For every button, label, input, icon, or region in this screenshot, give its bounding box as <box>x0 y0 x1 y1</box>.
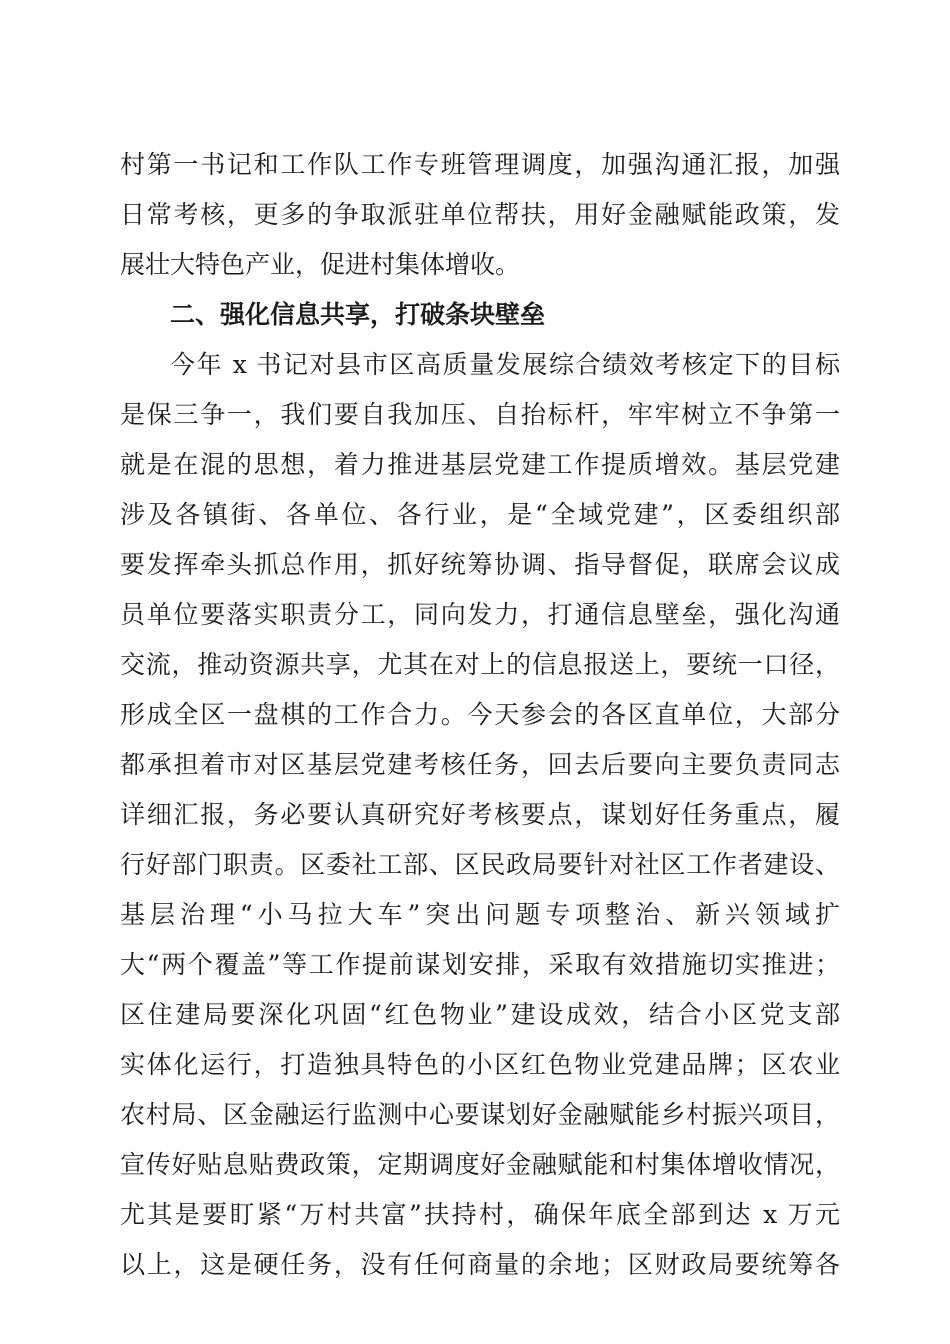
paragraph-line: 员单位要落实职责分工，同向发力，打通信息壁垒，强化沟通 <box>120 600 840 629</box>
paragraph-line: 以上，这是硬任务，没有任何商量的余地；区财政局要统筹各 <box>120 1250 840 1279</box>
paragraph-line: 详细汇报，务必要认真研究好考核要点，谋划好任务重点，履 <box>120 800 840 829</box>
paragraph-line: 展壮大特色产业，促进村集体增收。 <box>120 250 521 279</box>
paragraph-line: 区住建局要深化巩固“红色物业”建设成效，结合小区党支部 <box>120 1000 840 1029</box>
paragraph-line: 都承担着市对区基层党建考核任务，回去后要向主要负责同志 <box>120 750 840 779</box>
paragraph-line: 宣传好贴息贴费政策，定期调度好金融赋能和村集体增收情况， <box>120 1150 840 1179</box>
document-body <box>120 140 840 1290</box>
paragraph-line: 是保三争一，我们要自我加压、自抬标杆，牢牢树立不争第一 <box>120 400 840 429</box>
paragraph-line: 大“两个覆盖”等工作提前谋划安排，采取有效措施切实推进； <box>120 950 840 979</box>
paragraph-line: 尤其是要盯紧“万村共富”扶持村，确保年底全部到达 x 万元 <box>120 1200 840 1229</box>
paragraph-line: 就是在混的思想，着力推进基层党建工作提质增效。基层党建 <box>120 450 840 479</box>
paragraph-line: 形成全区一盘棋的工作合力。今天参会的各区直单位，大部分 <box>120 700 840 729</box>
paragraph-line: 实体化运行，打造独具特色的小区红色物业党建品牌；区农业 <box>120 1050 840 1079</box>
paragraph-line: 日常考核，更多的争取派驻单位帮扶，用好金融赋能政策，发 <box>120 200 840 229</box>
paragraph-line: 涉及各镇街、各单位、各行业，是“全域党建”，区委组织部 <box>120 500 840 529</box>
paragraph-line: 村第一书记和工作队工作专班管理调度，加强沟通汇报，加强 <box>120 150 840 179</box>
paragraph-line: 要发挥牵头抓总作用，抓好统筹协调、指导督促，联席会议成 <box>120 550 840 579</box>
section-heading: 二、强化信息共享，打破条块壁垒 <box>170 300 546 329</box>
paragraph-line: 今年 x 书记对县市区高质量发展综合绩效考核定下的目标 <box>170 350 840 379</box>
paragraph-line: 农村局、区金融运行监测中心要谋划好金融赋能乡村振兴项目， <box>120 1100 840 1129</box>
paragraph-line: 基层治理“小马拉大车”突出问题专项整治、新兴领域扩 <box>120 900 840 929</box>
paragraph-line: 交流，推动资源共享，尤其在对上的信息报送上，要统一口径， <box>120 650 840 679</box>
paragraph-line: 行好部门职责。区委社工部、区民政局要针对社区工作者建设、 <box>120 850 840 879</box>
